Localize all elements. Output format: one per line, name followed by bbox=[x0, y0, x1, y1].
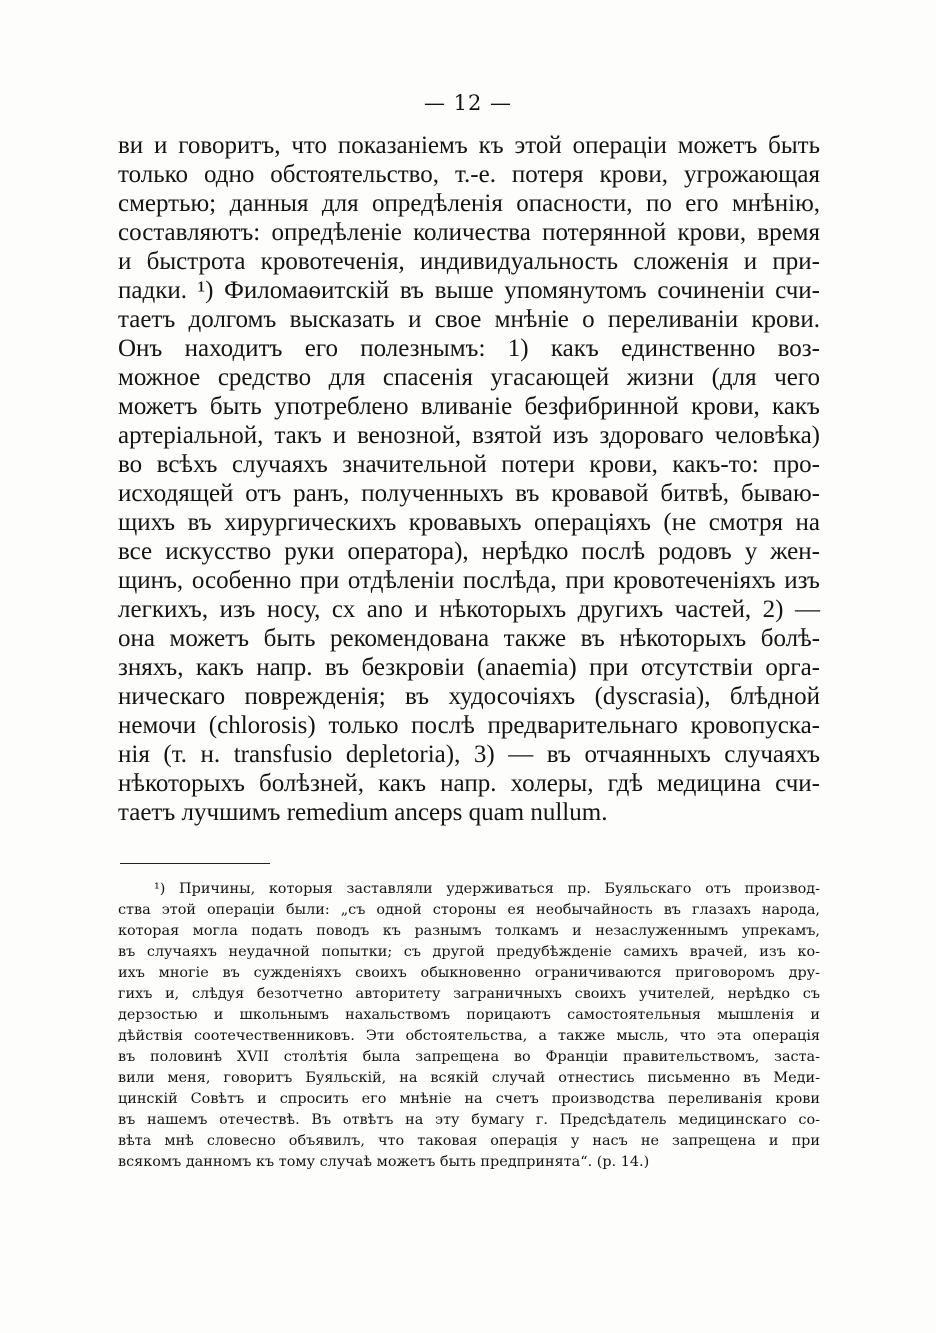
footnote-line: ихъ многіе въ сужденіяхъ своихъ обыкновенно ограничиваются приговоромъ дру- bbox=[118, 965, 820, 981]
footnote-line: дѣйствія соотечественниковъ. Эти обстоятельства, а также мысль, что эта операція bbox=[118, 1028, 820, 1044]
footnote-separator bbox=[120, 863, 270, 864]
page-number: — 12 — bbox=[423, 91, 513, 115]
text-line: и быстрота кровотеченія, индивидуальность сложенія и при- bbox=[118, 248, 820, 275]
text-line: щинъ, особенно при отдѣленіи послѣда, при кровотеченіяхъ изъ bbox=[118, 567, 820, 594]
footnote-line: ства этой операціи были: „съ одной стороны ея необычайность въ глазахъ народа, bbox=[118, 902, 820, 918]
footnote-line: въ случаяхъ неудачной попытки; съ другой предубѣжденіе самихъ врачей, изъ ко- bbox=[118, 944, 820, 960]
footnote-line: въ половинѣ XVII столѣтія была запрещена во Франціи правительствомъ, заста- bbox=[118, 1049, 820, 1065]
footnote-line: вѣта мнѣ словесно объявилъ, что таковая операція у насъ не запрещена и при bbox=[118, 1133, 820, 1149]
text-line: зняхъ, какъ напр. въ безкровіи (anaemia) при отсутствіи орга- bbox=[118, 654, 820, 681]
footnote-line: всякомъ данномъ къ тому случаѣ можетъ быть предпринята“. (р. 14.) bbox=[118, 1154, 650, 1170]
footnote-line: которая могла подать поводъ къ разнымъ толкамъ и незаслуженнымъ упрекамъ, bbox=[118, 923, 820, 939]
text-line: таетъ долгомъ высказать и свое мнѣніе о переливаніи крови. bbox=[118, 306, 820, 333]
text-line: можное средство для спасенія угасающей жизни (для чего bbox=[118, 364, 820, 391]
text-line: смертью; данныя для опредѣленія опасности, по его мнѣнію, bbox=[118, 190, 820, 217]
footnote-block bbox=[118, 879, 820, 1173]
text-line: Онъ находитъ его полезнымъ: 1) какъ единственно воз- bbox=[118, 335, 820, 362]
footnote-line: гихъ и, слѣдуя безотчетно авторитету заграничныхъ своихъ учителей, нерѣдко съ bbox=[118, 986, 820, 1002]
footnote-line: цинскій Совѣтъ и спросить его мнѣніе на счетъ производства переливанія крови bbox=[118, 1091, 820, 1107]
text-line: таетъ лучшимъ remedium anceps quam nullum. bbox=[118, 799, 608, 826]
footnote-line: въ нашемъ отечествѣ. Въ отвѣтъ на эту бумагу г. Предсѣдатель медицинскаго со- bbox=[118, 1112, 820, 1128]
text-line: падки. ¹) Филомаѳитскій въ выше упомянутомъ сочиненіи счи- bbox=[118, 277, 820, 304]
main-text-block bbox=[118, 131, 820, 827]
text-line: нія (т. н. transfusio depletoria), 3) — въ отчаянныхъ случаяхъ bbox=[118, 741, 820, 768]
text-line: можетъ быть употреблено вливаніе безфибринной крови, какъ bbox=[118, 393, 820, 420]
text-line: во всѣхъ случаяхъ значительной потери крови, какъ-то: про- bbox=[118, 451, 820, 478]
footnote-line: дерзостью и школьнымъ нахальствомъ порицаютъ самостоятельныя мышленія и bbox=[118, 1007, 820, 1023]
text-line: легкихъ, изъ носу, сх ano и нѣкоторыхъ другихъ частей, 2) — bbox=[118, 596, 820, 623]
text-line: исходящей отъ ранъ, полученныхъ въ кровавой битвѣ, бываю- bbox=[118, 480, 820, 507]
text-line: артеріальной, такъ и венозной, взятой изъ здороваго человѣка) bbox=[118, 422, 820, 449]
text-line: составляютъ: опредѣленіе количества потерянной крови, время bbox=[118, 219, 820, 246]
text-line: ви и говоритъ, что показаніемъ къ этой операціи можетъ быть bbox=[118, 132, 820, 159]
footnote-line: вили меня, говоритъ Буяльскій, на всякій случай отнестись письменно въ Меди- bbox=[118, 1070, 820, 1086]
text-line: она можетъ быть рекомендована также въ нѣкоторыхъ болѣ- bbox=[118, 625, 820, 652]
text-line: ническаго поврежденія; въ худосочіяхъ (dyscrasia), блѣдной bbox=[118, 683, 820, 710]
text-line: все искусство руки оператора), нерѣдко послѣ родовъ у жен- bbox=[118, 538, 820, 565]
text-line: нѣкоторыхъ болѣзней, какъ напр. холеры, гдѣ медицина счи- bbox=[118, 770, 820, 797]
text-line: только одно обстоятельство, т.-е. потеря крови, угрожающая bbox=[118, 161, 820, 188]
text-line: немочи (chlorosis) только послѣ предварительнаго кровопуска- bbox=[118, 712, 820, 739]
text-line: щихъ въ хирургическихъ кровавыхъ операціяхъ (не смотря на bbox=[118, 509, 820, 536]
footnote-line: ¹) Причины, которыя заставляли удерживаться пр. Буяльскаго отъ производ- bbox=[154, 881, 820, 897]
